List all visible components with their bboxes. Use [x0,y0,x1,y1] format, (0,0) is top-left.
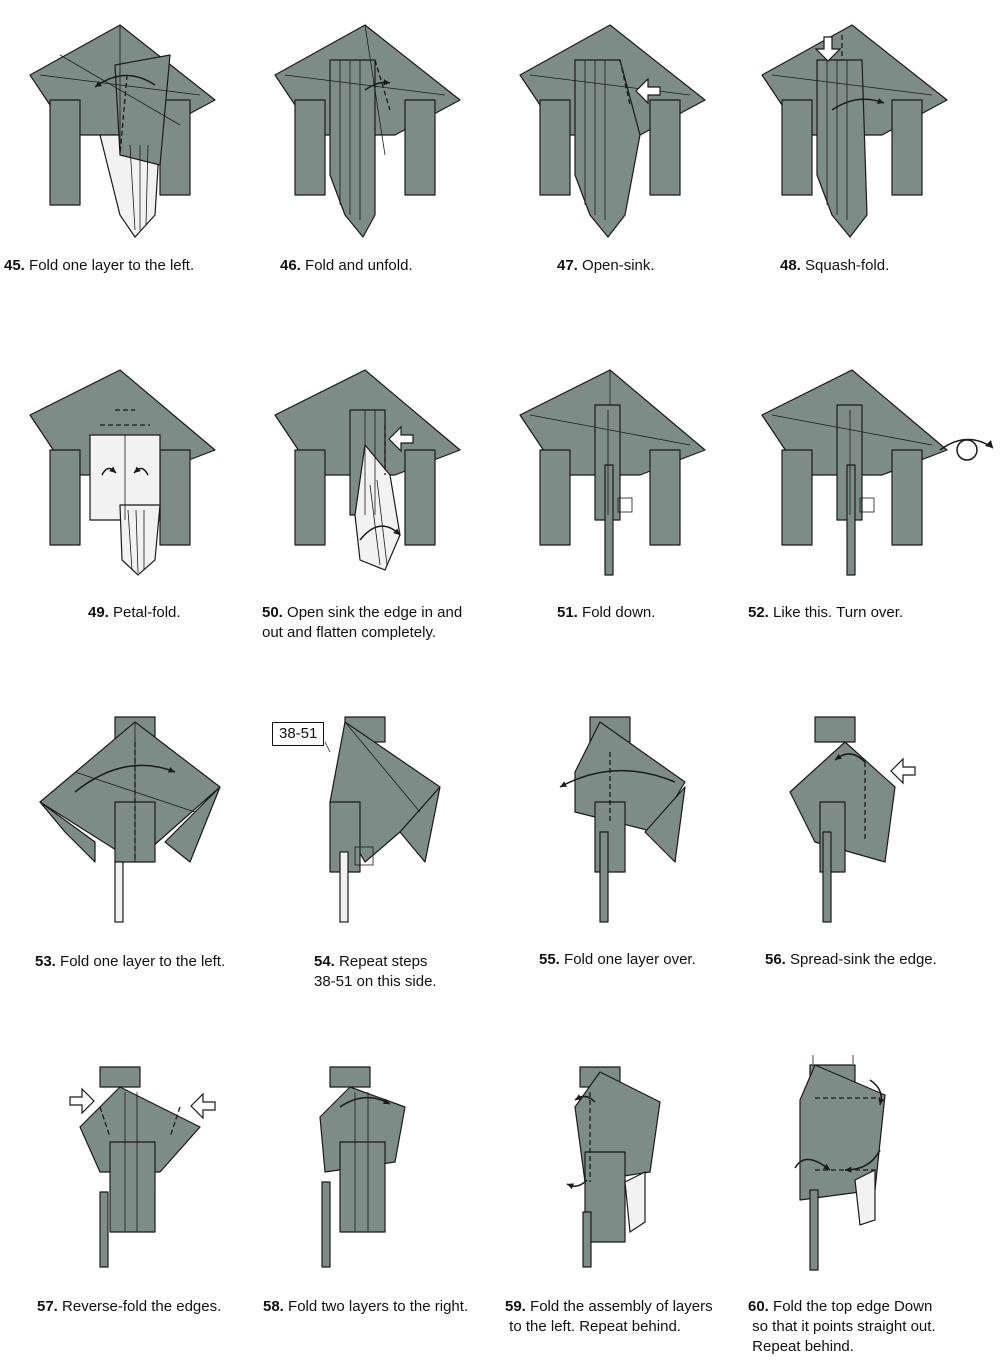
step-55 [555,712,705,932]
left-flap [50,100,80,205]
step-46-diagram [265,15,465,245]
step-47 [510,15,710,245]
paper-layer [322,1182,330,1267]
caption-48: 48. Squash-fold. [780,257,890,274]
caption-52: 52. Like this. Turn over. [748,604,904,621]
paper-layer [600,832,608,922]
paper-layer [540,100,570,195]
step-50-diagram [265,365,465,580]
caption-56: 56. Spread-sink the edge. [765,951,937,968]
step-57 [65,1062,225,1272]
step-53-diagram [35,712,225,932]
paper-layer [100,1067,140,1087]
paper-layer [405,450,435,545]
push-arrow-icon [891,759,915,783]
paper-layer [650,450,680,545]
push-arrow-icon [191,1094,215,1118]
paper-layer [782,450,812,545]
paper-layer [405,100,435,195]
caption-60: 60. Fold the top edge Down so that it points straight out. Repeat behind. [748,1298,936,1355]
caption-45: 45. Fold one layer to the left. [4,257,195,274]
caption-46: 46. Fold and unfold. [280,257,413,274]
step-55-diagram [555,712,705,932]
paper-layer [160,450,190,545]
step-56 [785,712,935,932]
caption-51: 51. Fold down. [557,604,656,621]
step-60 [785,1050,895,1272]
white-side-layer [625,1172,645,1232]
step-48-diagram [752,15,952,245]
step-45 [20,15,220,245]
paper-layer [330,60,375,237]
white-side-layer [120,505,160,575]
paper-layer [295,100,325,195]
caption-53: 53. Fold one layer to the left. [35,953,226,970]
caption-54: 54. Repeat steps 38-51 on this side. [314,953,437,990]
caption-50: 50. Open sink the edge in and out and flatten completely. [262,604,463,641]
step-45-diagram [20,15,220,245]
reference-steps-box: 38-51 [272,722,324,746]
step-51-diagram [510,365,710,580]
paper-layer [110,1142,155,1232]
narrow-point [605,465,613,575]
paper-layer [583,1212,591,1267]
caption-57: 57. Reverse-fold the edges. [37,1298,222,1315]
step-53 [35,712,225,932]
step-51 [510,365,710,580]
paper-layer [540,450,570,545]
paper-layer [340,1142,385,1232]
paper-layer [100,1192,108,1267]
white-side-layer [115,862,123,922]
step-52 [752,365,952,580]
step-56-diagram [785,712,935,932]
paper-layer [892,100,922,195]
step-49-diagram [20,365,220,580]
step-46 [265,15,465,245]
paper-layer [810,1190,818,1270]
push-arrow-icon [70,1089,94,1113]
step-49 [20,365,220,580]
paper-layer [330,1067,370,1087]
step-48 [752,15,952,245]
paper-layer [817,60,867,237]
crease-line [325,742,330,752]
caption-55: 55. Fold one layer over. [539,951,696,968]
paper-layer [295,450,325,545]
step-50 [265,365,465,580]
step-52-diagram [752,365,952,580]
paper-layer [892,450,922,545]
caption-58: 58. Fold two layers to the right. [263,1298,469,1315]
step-58 [310,1062,420,1272]
white-side-layer [855,1170,875,1225]
white-side-layer [340,852,348,922]
step-60-diagram [785,1050,895,1272]
step-57-diagram [65,1062,225,1272]
step-59 [565,1062,675,1272]
turn-over-icon [935,430,1000,470]
caption-49: 49. Petal-fold. [88,604,181,621]
caption-59: 59. Fold the assembly of layers to the left. Repeat behind. [505,1298,713,1335]
paper-layer [815,717,855,742]
caption-47: 47. Open-sink. [557,257,655,274]
folded-layer [115,55,170,165]
step-59-diagram [565,1062,675,1272]
paper-layer [823,832,831,922]
step-58-diagram [310,1062,420,1272]
paper-layer [847,465,855,575]
paper-layer [650,100,680,195]
step-47-diagram [510,15,710,245]
paper-layer [782,100,812,195]
paper-layer [50,450,80,545]
